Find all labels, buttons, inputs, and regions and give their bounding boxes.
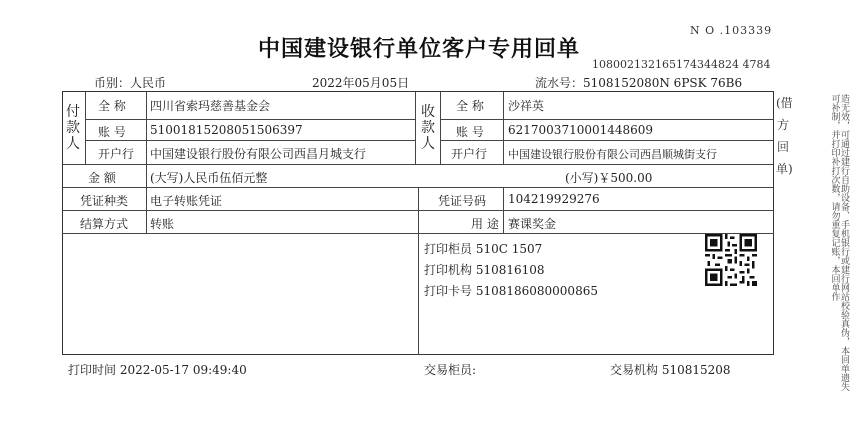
divider <box>146 164 147 187</box>
voucher-type-label: 凭证种类 <box>80 194 129 208</box>
receipt-number: N O .103339 <box>690 24 773 37</box>
payer-name: 四川省索玛慈善基金会 <box>150 99 271 113</box>
print-teller: 打印柜员 510C 1507 <box>424 242 543 256</box>
purpose-value: 赛课奖金 <box>508 217 557 231</box>
currency-value: 人民币 <box>130 76 167 90</box>
print-time: 打印时间 2022-05-17 09:49:40 <box>68 363 247 377</box>
divider <box>440 119 774 120</box>
serial-code: 108002132165174344824 4784 <box>592 58 771 71</box>
payer-bank: 中国建设银行股份有限公司西昌月城支行 <box>150 147 367 161</box>
divider <box>503 187 504 233</box>
payee-account: 6217003710001448609 <box>508 123 654 137</box>
divider <box>85 91 86 164</box>
flow-label: 流水号： <box>535 76 584 90</box>
date: 2022年05月05日 <box>312 76 410 90</box>
divider <box>146 187 147 233</box>
payer-name-label: 全 称 <box>98 99 126 113</box>
payee-bank: 中国建设银行股份有限公司西昌顺城街支行 <box>508 148 717 161</box>
page-title: 中国建设银行单位客户专用回单 <box>258 37 581 62</box>
qr-code-icon <box>705 234 757 286</box>
payee-name-label: 全 称 <box>456 99 484 113</box>
amount-words: (大写)人民币伍佰元整 <box>150 171 268 185</box>
flow-number-row <box>535 74 742 91</box>
payer-side-label: 付款人 <box>66 104 80 152</box>
divider <box>440 91 441 164</box>
settle-label: 结算方式 <box>80 217 129 231</box>
divider <box>85 119 415 120</box>
debit-slip-label: (借方回单) <box>776 96 793 176</box>
payer-account: 51001815208051506397 <box>150 123 303 137</box>
flow-value: 5108152080N 6PSK 76B6 <box>583 76 743 90</box>
payee-name: 沙祥英 <box>508 99 545 113</box>
payee-side-label: 收款人 <box>421 104 435 152</box>
trade-org: 交易机构 510815208 <box>610 363 731 377</box>
voucher-no: 104219929276 <box>508 192 600 206</box>
divider <box>503 91 504 164</box>
notes-text: 造无效，可通过建行自助设备、手机银行或建行网站校验真伪，本回单遗失可补制，并打印补打次数，请勿重复记账，本回单作 <box>829 94 849 391</box>
voucher-no-label: 凭证号码 <box>438 194 487 208</box>
print-org: 打印机构 510816108 <box>424 263 545 277</box>
divider <box>415 91 416 164</box>
payer-bank-label: 开户行 <box>98 147 135 161</box>
print-card: 打印卡号 5108186080000865 <box>424 284 598 298</box>
amount-figure: (小写)￥500.00 <box>565 171 653 185</box>
divider <box>85 140 415 141</box>
purpose-label: 用 途 <box>471 217 499 231</box>
currency-row <box>94 74 166 91</box>
divider <box>418 187 419 355</box>
voucher-type: 电子转账凭证 <box>150 194 223 208</box>
payer-account-label: 账 号 <box>98 125 126 139</box>
trade-teller: 交易柜员: <box>424 363 477 377</box>
payee-bank-label: 开户行 <box>451 147 488 161</box>
divider <box>146 91 147 164</box>
divider <box>440 140 774 141</box>
settle-value: 转账 <box>150 217 175 231</box>
payee-account-label: 账 号 <box>456 125 484 139</box>
currency-label: 币别： <box>94 76 131 90</box>
amount-label: 金 额 <box>88 171 116 185</box>
divider <box>62 164 774 165</box>
